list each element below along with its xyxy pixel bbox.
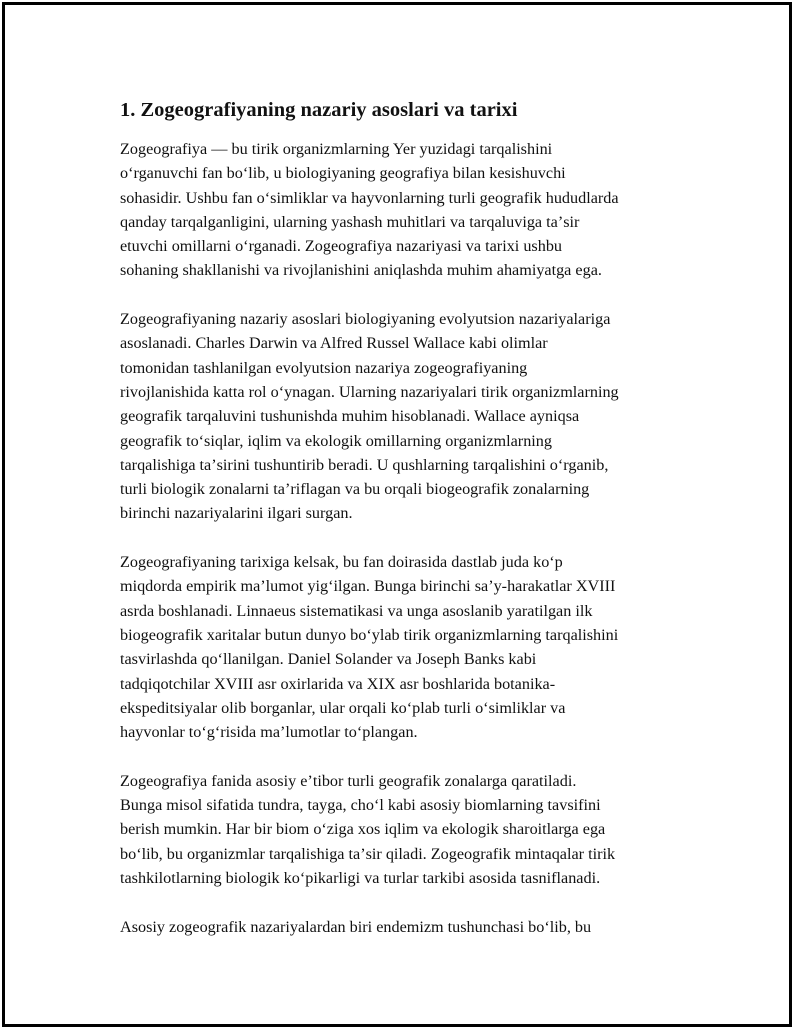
paragraph-line: birinchi nazariyalarini ilgari surgan. (120, 504, 353, 523)
paragraph (120, 137, 700, 283)
paragraph-line: tarqalishiga taʼsirini tushuntirib beradi. U qushlarning tarqalishini oʻrganib, (120, 455, 609, 474)
paragraph-line: oʻrganuvchi fan boʻlib, u biologiyaning geografiya bilan kesishuvchi (120, 164, 566, 183)
paragraph-line: tasvirlashda qoʻllanilgan. Daniel Solander va Joseph Banks kabi (120, 650, 537, 669)
paragraph-line: sohaning shakllanishi va rivojlanishini aniqlashda muhim ahamiyatga ega. (120, 261, 602, 280)
paragraph-line: asrda boshlanadi. Linnaeus sistematikasi va unga asoslanib yaratilgan ilk (120, 601, 593, 620)
paragraph-line: sohasidir. Ushbu fan oʻsimliklar va hayvonlarning turli geografik hududlarda (120, 188, 619, 207)
paragraph-line: ekspeditsiyalar olib borganlar, ular orqali koʻplab turli oʻsimliklar va (120, 698, 566, 717)
paragraph-line: tomonidan tashlanilgan evolyutsion nazariya zogeografiyaning (120, 358, 528, 377)
paragraph-line: Zogeografiyaning nazariy asoslari biologiyaning evolyutsion nazariyalariga (120, 310, 611, 329)
section-title: 1. Zogeografiyaning nazariy asoslari va tarixi (120, 99, 518, 121)
paragraph-line: boʻlib, bu organizmlar tarqalishiga taʼsir qiladi. Zogeografik mintaqalar tirik (120, 844, 616, 863)
paragraph-line: rivojlanishida katta rol oʻynagan. Ularning nazariyalari tirik organizmlarning (120, 382, 619, 401)
paragraph-line: etuvchi omillarni oʻrganadi. Zogeografiya nazariyasi va tarixi ushbu (120, 237, 563, 256)
paragraph-line: Zogeografiyaning tarixiga kelsak, bu fan doirasida dastlab juda koʻp (120, 553, 563, 572)
paragraph-line: asoslanadi. Charles Darwin va Alfred Russel Wallace kabi olimlar (120, 334, 548, 353)
paragraph-line: biogeografik xaritalar butun dunyo boʻylab tirik organizmlarning tarqalishini (120, 625, 619, 644)
document-content (120, 97, 700, 963)
paragraph-line: Bunga misol sifatida tundra, tayga, choʻl kabi asosiy biomlarning tavsifini (120, 796, 601, 815)
paragraph (120, 915, 700, 939)
paragraph (120, 769, 700, 890)
paragraph-line: tadqiqotchilar XVIII asr oxirlarida va XIX asr boshlarida botanika- (120, 674, 556, 693)
body-text (120, 137, 700, 939)
paragraph (120, 307, 700, 526)
paragraph-line: tashkilotlarning biologik koʻpikarligi va turlar tarkibi asosida tasniflanadi. (120, 868, 601, 887)
paragraph-line: geografik toʻsiqlar, iqlim va ekologik omillarning organizmlarning (120, 431, 552, 450)
paragraph-line: Zogeografiya — bu tirik organizmlarning Yer yuzidagi tarqalishini (120, 140, 553, 158)
paragraph-line: geografik tarqaluvini tushunishda muhim hisoblanadi. Wallace ayniqsa (120, 407, 580, 426)
paragraph-line: miqdorda empirik maʼlumot yigʻilgan. Bunga birinchi saʼy-harakatlar XVIII (120, 577, 616, 596)
paragraph-line: turli biologik zonalarni taʼriflagan va bu orqali biogeografik zonalarning (120, 480, 590, 499)
document-page (2, 2, 792, 1027)
paragraph-line: qanday tarqalganligini, ularning yashash muhitlari va tarqaluviga taʼsir (120, 212, 580, 231)
paragraph (120, 550, 700, 744)
paragraph-line: berish mumkin. Har bir biom oʻziga xos iqlim va ekologik sharoitlarga ega (120, 820, 606, 839)
paragraph-line: hayvonlar toʻgʻrisida maʼlumotlar toʻplangan. (120, 723, 418, 742)
paragraph-line: Asosiy zogeografik nazariyalardan biri endemizm tushunchasi boʻlib, bu (120, 917, 592, 936)
paragraph-line: Zogeografiya fanida asosiy eʼtibor turli geografik zonalarga qaratiladi. (120, 771, 577, 790)
